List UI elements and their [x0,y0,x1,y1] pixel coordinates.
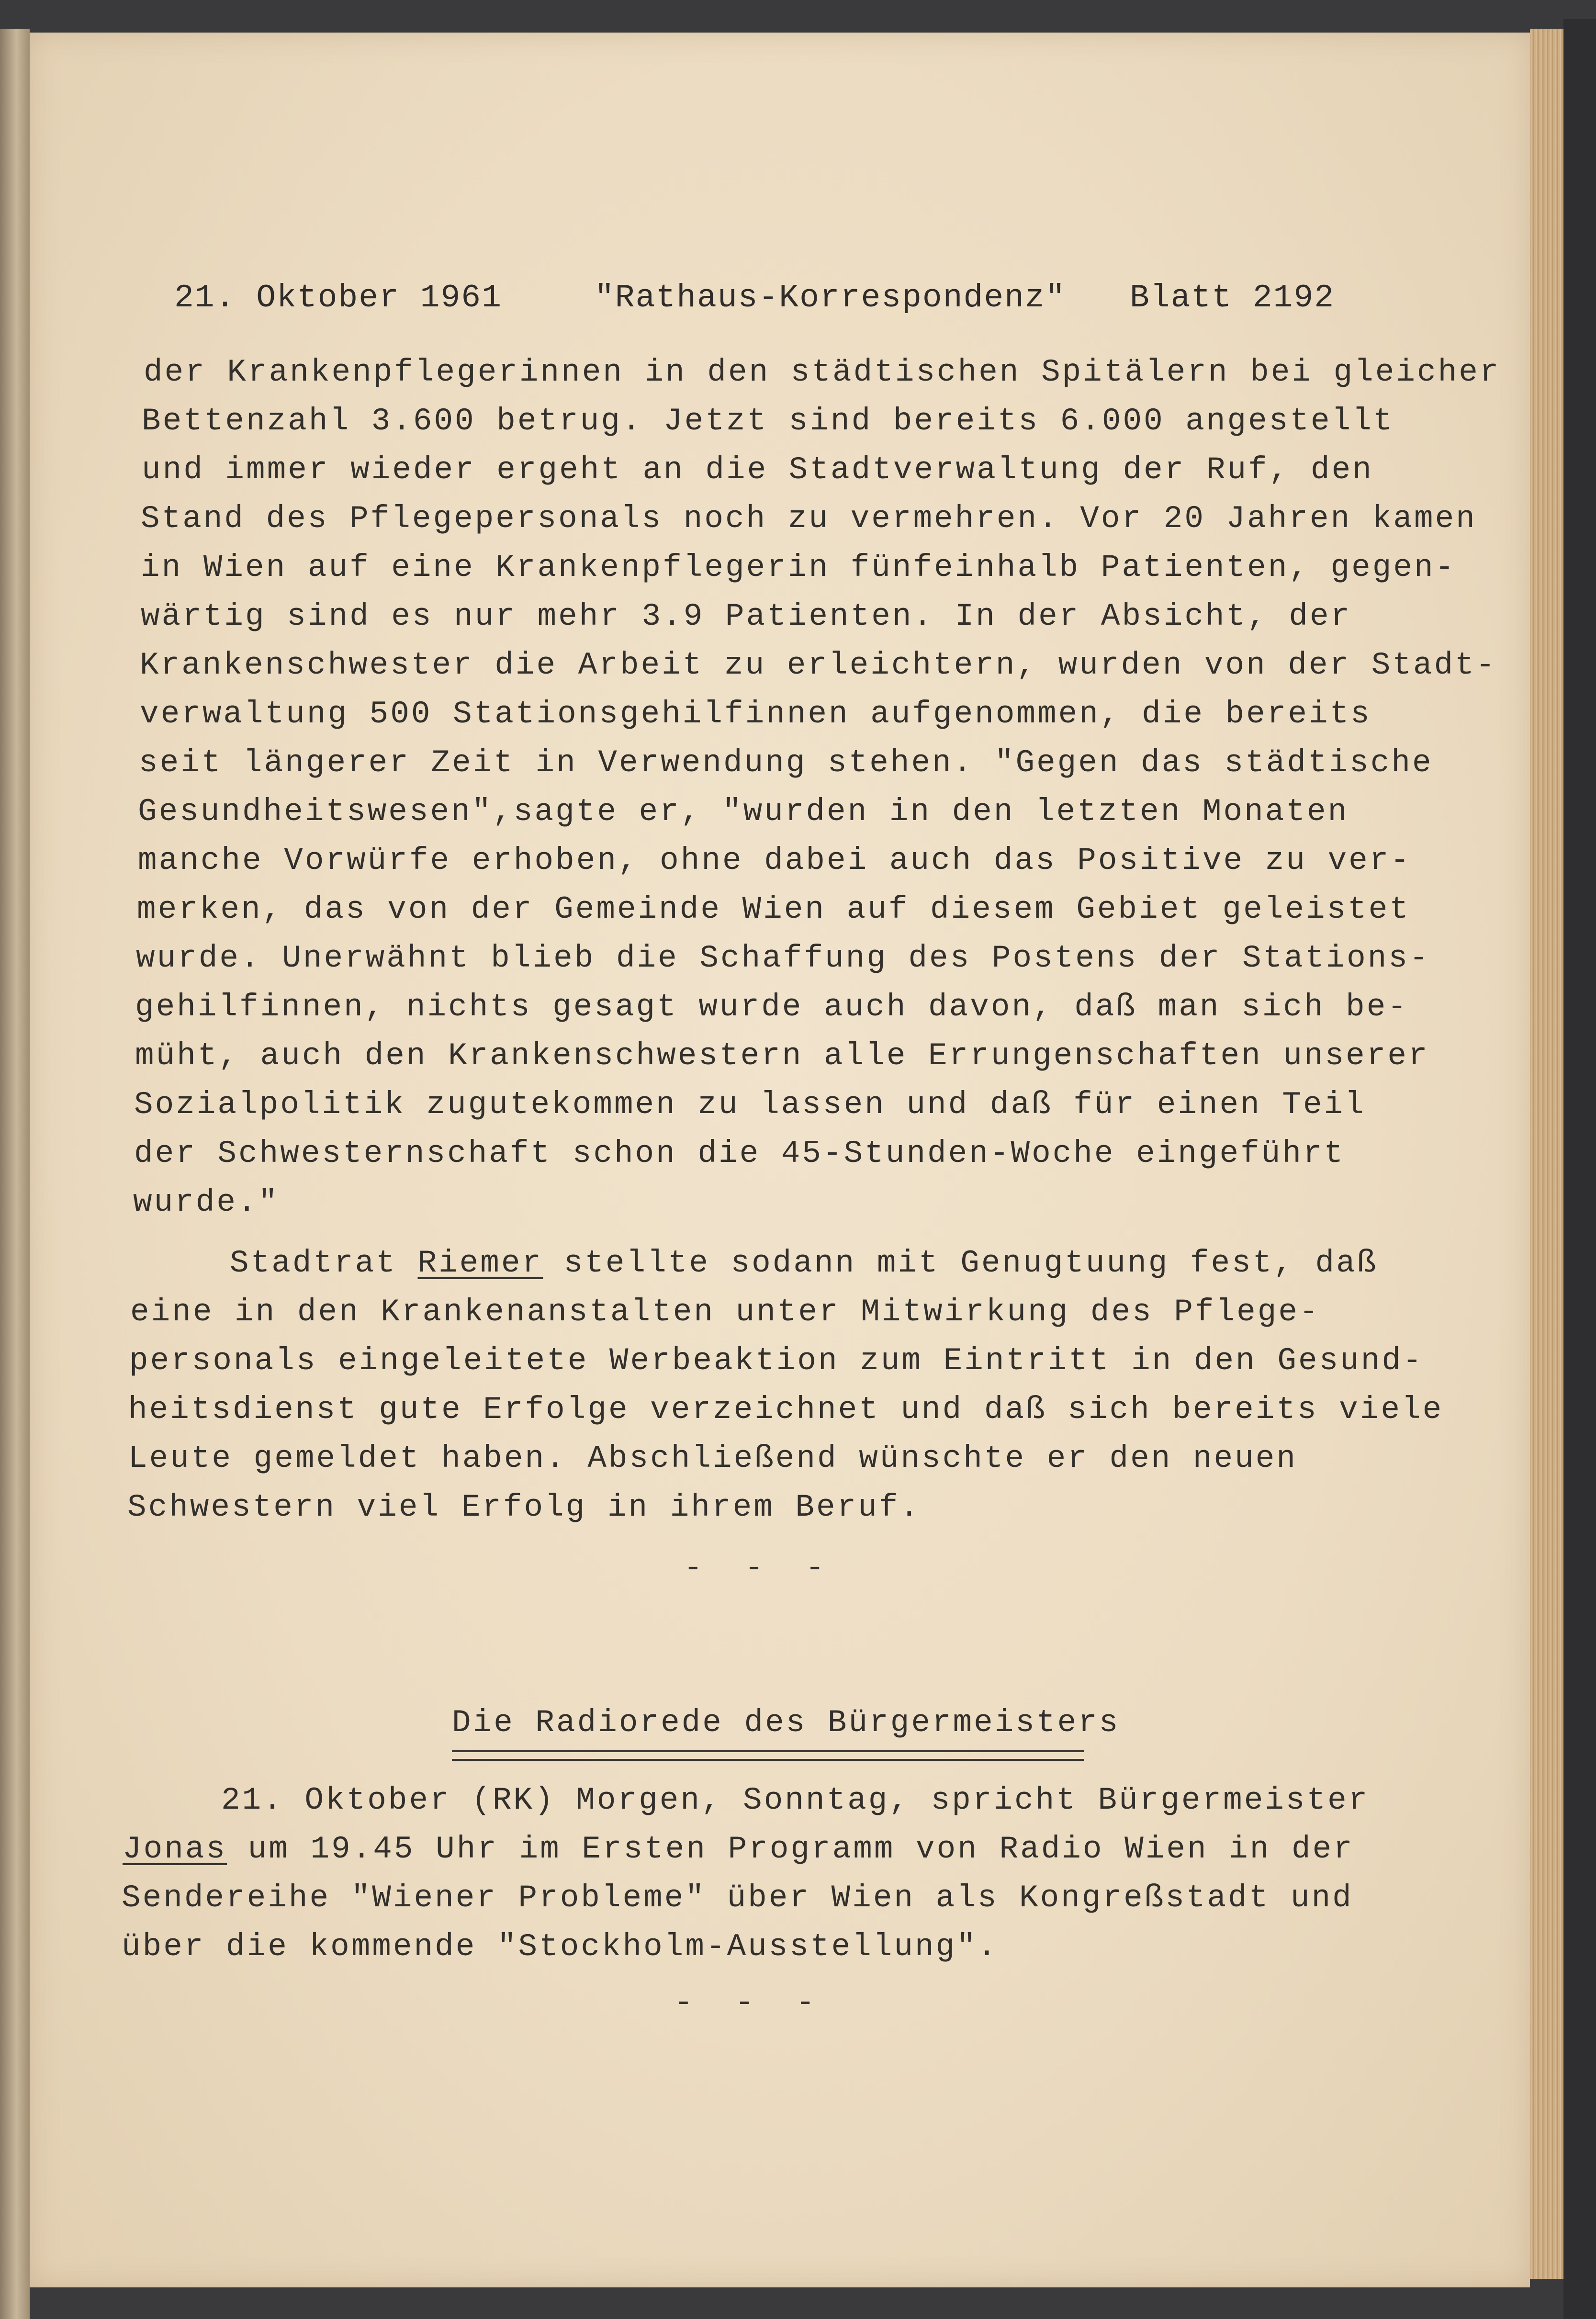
body-line: wärtig sind es nur mehr 3.9 Patienten. In der Absicht, der [141,598,1352,634]
body-line: Bettenzahl 3.600 betrug. Jetzt sind bereits 6.000 angestellt [142,403,1394,439]
header-publication: "Rathaus-Korrespondenz" [595,280,1066,316]
body-line: Stand des Pflegepersonals noch zu vermehren. Vor 20 Jahren kamen [141,501,1477,537]
body-line: verwaltung 500 Stationsgehilfinnen aufgenommen, die bereits [140,696,1371,732]
underlined-name-riemer: Riemer [417,1245,543,1281]
article-heading: Die Radiorede des Bürgermeisters [452,1705,1120,1741]
document-page [30,33,1530,2287]
body-line: in Wien auf eine Krankenpflegerin fünfeinhalb Patienten, gegen- [141,550,1456,585]
body-line: müht, auch den Krankenschwestern alle Errungenschaften unserer [135,1038,1429,1074]
body-line: merken, das von der Gemeinde Wien auf diesem Gebiet geleistet [137,891,1410,927]
body-line: heitsdienst gute Erfolge verzeichnet und daß sich bereits viele [128,1392,1444,1428]
line-suffix: um 19.45 Uhr im Ersten Programm von Radio Wien in der [227,1831,1354,1867]
section-separator: - - - [684,1550,836,1586]
body-line: Sendereihe "Wiener Probleme" über Wien als Kongreßstadt und [122,1880,1353,1916]
body-line: über die kommende "Stockholm-Ausstellung". [122,1929,999,1965]
body-line: Krankenschwester die Arbeit zu erleichtern, wurden von der Stadt- [140,647,1497,683]
header-date: 21. Oktober 1961 [174,280,502,316]
body-line: wurde. Unerwähnt blieb die Schaffung des Postens der Stations- [136,940,1430,976]
line-prefix: Stadtrat [230,1245,418,1281]
body-line [123,1831,1354,1867]
body-line: der Krankenpflegerinnen in den städtischen Spitälern bei gleicher [144,354,1501,390]
body-line: eine in den Krankenanstalten unter Mitwirkung des Pflege- [130,1294,1320,1330]
header-sheet-number: Blatt 2192 [1130,280,1335,316]
body-line: der Schwesternschaft schon die 45-Stunden-Woche eingeführt [134,1136,1345,1171]
underlined-name-jonas: Jonas [123,1831,227,1867]
body-line: seit längerer Zeit in Verwendung stehen. "Gegen das städtische [139,745,1433,781]
body-line: personals eingeleitete Werbeaktion zum Eintritt in den Gesund- [129,1343,1424,1379]
body-line-paragraph-start [230,1245,1378,1281]
body-line: Gesundheitswesen",sagte er, "wurden in den letzten Monaten [138,794,1349,830]
body-line: wurde." [133,1184,280,1220]
heading-double-underline [452,1750,1084,1761]
page-stack-edges [1530,29,1563,2279]
body-line: Sozialpolitik zugutekommen zu lassen und daß für einen Teil [134,1087,1366,1123]
line-suffix: stellte sodann mit Genugtuung fest, daß [543,1245,1378,1281]
body-line-paragraph-start: 21. Oktober (RK) Morgen, Sonntag, spricht Bürgermeister [221,1782,1370,1818]
binding-edge [0,29,30,2319]
body-line: gehilfinnen, nichts gesagt wurde auch davon, daß man sich be- [135,989,1408,1025]
body-line: manche Vorwürfe erhoben, ohne dabei auch das Positive zu ver- [138,843,1411,878]
body-line: Leute gemeldet haben. Abschließend wünschte er den neuen [128,1441,1297,1476]
section-separator: - - - [674,1985,827,2021]
body-line: Schwestern viel Erfolg in ihrem Beruf. [127,1489,921,1525]
body-line: und immer wieder ergeht an die Stadtverwaltung der Ruf, den [142,452,1373,488]
background-shadow [1563,19,1596,2319]
